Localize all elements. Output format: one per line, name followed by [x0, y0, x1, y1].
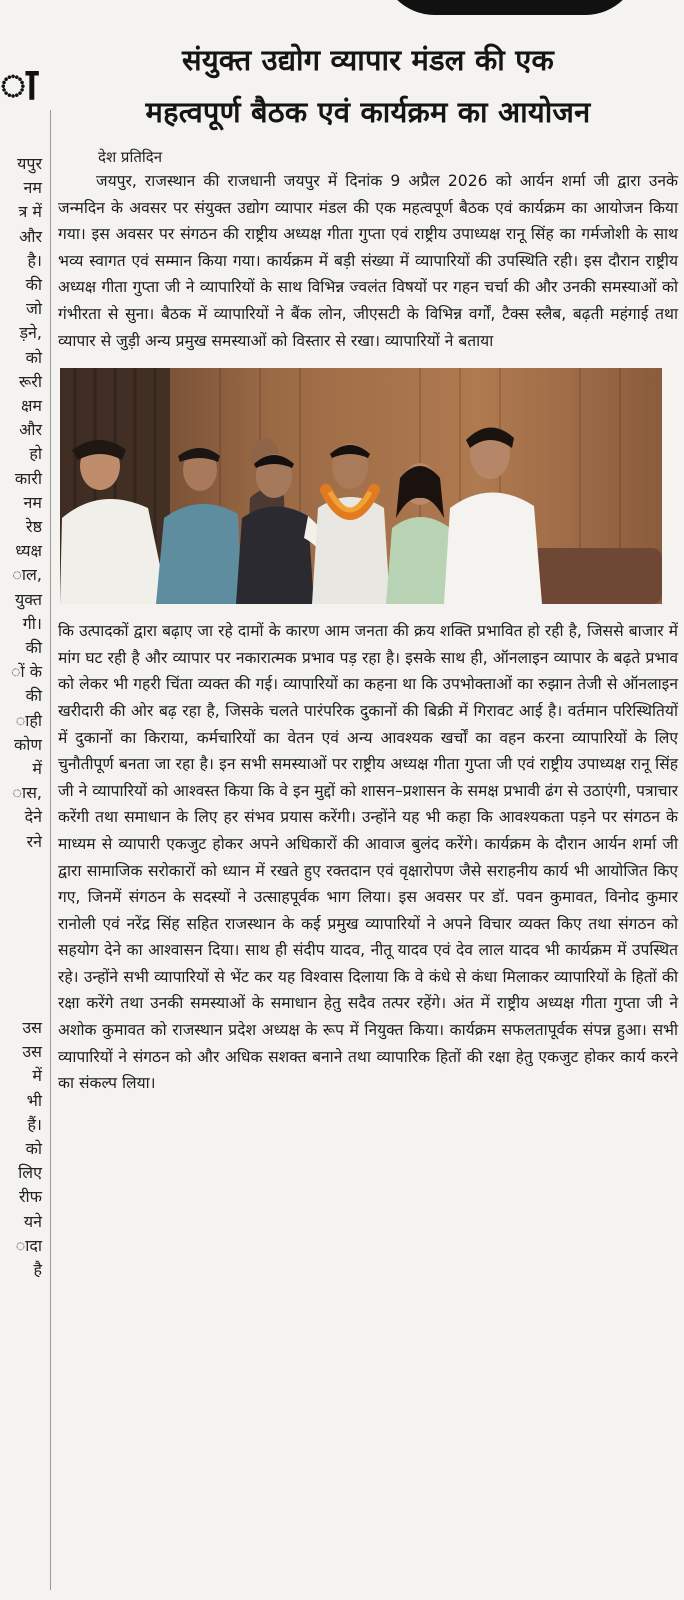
adjacent-text-fragment: रने: [26, 831, 42, 851]
adjacent-text-fragment: उस: [22, 1018, 42, 1037]
adjacent-text-fragment: हो: [29, 444, 42, 464]
adjacent-column-fragment: [0, 60, 48, 1600]
adjacent-text-fragment: की: [25, 638, 42, 657]
news-article: [58, 0, 678, 1097]
adjacent-text-fragment: ादा: [15, 1235, 42, 1255]
adjacent-text-fragment: है: [33, 1260, 42, 1279]
adjacent-text-fragment: यने: [23, 1211, 42, 1231]
adjacent-text-fragment: क्षम: [20, 396, 42, 415]
adjacent-text-fragment: यपुर: [17, 154, 42, 173]
adjacent-text-fragment: रेष्ठ: [26, 517, 42, 536]
article-paragraph-1: जयपुर, राजस्थान की राजधानी जयपुर में दिनांक 9 अप्रैल 2026 को आर्यन शर्मा जी द्वारा उनके जन्मदिन के अवसर पर संयुक्त उद्योग व्यापार मंडल की एक महत्वपूर्ण बैठक एवं कार्यक्रम का आयोजन किया गया। इस अवसर पर संगठन की राष्ट्रीय अध्यक्ष गीता गुप्ता एवं राष्ट्रीय उपाध्यक्ष रानू सिंह का गर्मजोशी के साथ भव्य स्वागत एवं सम्मान किया गया। कार्यक्रम में बड़ी संख्या में व्यापारियों की उपस्थिति रही। इस दौरान राष्ट्रीय अध्यक्ष गीता गुप्ता जी ने व्यापारियों के साथ विभिन्न ज्वलंत विषयों पर गहन चर्चा की और उनकी समस्याओं को गंभीरता से सुना। बैठक में व्यापारियों ने बैंक लोन, जीएसटी के विभिन्न वर्गों, टैक्स स्लैब, बढ़ती महंगाई तथा व्यापार से जुड़ी अन्य प्रमुख समस्याओं को विस्तार से रखा। व्यापारियों ने बताया: [58, 172, 678, 350]
adjacent-text-fragment: ास,: [12, 783, 42, 803]
adjacent-text-fragment: कोण: [13, 734, 42, 754]
adjacent-text-fragment: उस: [22, 1042, 42, 1062]
adjacent-text-fragment: ाही: [15, 710, 42, 730]
column-divider: [50, 110, 51, 1590]
adjacent-text-fragment: कारी: [14, 468, 42, 488]
event-photo: [60, 368, 662, 604]
adjacent-text-fragment: ों के: [10, 662, 42, 682]
adjacent-text-fragment: को: [25, 1139, 42, 1158]
adjacent-text-fragment: भी: [26, 1090, 42, 1110]
adjacent-text-fragment: जो: [25, 299, 42, 319]
adjacent-text-fragment: देने: [24, 807, 42, 827]
adjacent-text-fragment: में: [32, 759, 42, 778]
adjacent-text-fragment: ाल,: [12, 565, 42, 585]
headline-line-2: महत्वपूर्ण बैठक एवं कार्यक्रम का आयोजन: [145, 95, 591, 129]
headline-line-1: संयुक्त उद्योग व्यापार मंडल की एक: [182, 43, 554, 77]
article-headline: [58, 0, 678, 138]
adjacent-text-fragment: गी।: [22, 613, 42, 633]
event-photo-illustration: [60, 368, 662, 604]
adjacent-text-fragment: त्र में: [18, 202, 42, 222]
adjacent-text-fragment: की: [25, 686, 42, 706]
adjacent-text-fragment: लिए: [18, 1163, 42, 1183]
adjacent-text-fragment: नम: [23, 492, 42, 512]
article-byline: देश प्रतिदिन: [98, 148, 163, 166]
adjacent-text-fragment: है।: [27, 250, 42, 270]
article-paragraph-2: कि उत्पादकों द्वारा बढ़ाए जा रहे दामों के कारण आम जनता की क्रय शक्ति प्रभावित हो रही है, जिससे बाजार में मांग घट रही है और व्यापार पर नकारात्मक प्रभाव पड़ रहा है। इसके साथ ही, ऑनलाइन व्यापार के बढ़ते प्रभाव को लेकर भी गहरी चिंता व्यक्त की गई। व्यापारियों का कहना था कि उपभोक्ताओं का रुझान तेजी से ऑनलाइन खरीदारी की ओर बढ़ रहा है, जिसके चलते पारंपरिक दुकानों की बिक्री में गिरावट आई है। वर्तमान परिस्थितियों में दुकानों का किराया, कर्मचारियों का वेतन एवं अन्य आवश्यक खर्चों का वहन करना व्यापारियों के लिए चुनौतीपूर्ण बनता जा रहा है। इन सभी समस्याओं पर राष्ट्रीय अध्यक्ष गीता गुप्ता जी एवं राष्ट्रीय उपाध्यक्ष रानू सिंह जी ने व्यापारियों को आश्वस्त किया कि वे इन मुद्दों को शासन–प्रशासन के समक्ष प्रभावी ढंग से उठाएंगी, पत्राचार करेंगी तथा समाधान के लिए हर संभव प्रयास करेंगी। उन्होंने यह भी कहा कि आवश्यकता पड़ने पर संगठन के माध्यम से व्यापारी एकजुट होकर अपने अधिकारों की आवाज बुलंद करेंगे। कार्यक्रम के दौरान आर्यन शर्मा जी द्वारा सामाजिक सरोकारों को ध्यान में रखते हुए रक्तदान एवं वृक्षारोपण जैसे सराहनीय कार्य भी आयोजित किए गए, जिनमें संगठन के सदस्यों ने उत्साहपूर्वक भाग लिया। इस अवसर पर डॉ. पवन कुमावत, विनोद कुमार रानोली एवं नरेंद्र सिंह सहित राजस्थान के कई प्रमुख व्यापारियों ने अपने विचार व्यक्त किए तथा संगठन को सहयोग देने का आश्वासन दिया। साथ ही संदीप यादव, नीतू यादव एवं देव लाल यादव भी कार्यक्रम में उपस्थित रहे। उन्होंने सभी व्यापारियों से भेंट कर यह विश्वास दिलाया कि वे कंधे से कंधा मिलाकर व्यापारियों के हितों की रक्षा करेंगे तथा उनकी समस्याओं के समाधान हेतु सदैव तत्पर रहेंगे। अंत में राष्ट्रीय अध्यक्ष गीता गुप्ता जी ने अशोक कुमावत को राजस्थान प्रदेश अध्यक्ष के रूप में नियुक्त किया। कार्यक्रम सफलतापूर्वक संपन्न हुआ। सभी व्यापारियों ने संगठन को और अधिक सशक्त बनाने तथा व्यापारिक हितों की रक्षा हेतु एकजुट होकर कार्य करने का संकल्प लिया।: [58, 622, 678, 1093]
adjacent-text-fragment: ड़ने,: [19, 323, 42, 343]
adjacent-text-fragment: युक्त: [15, 589, 42, 609]
adjacent-text-fragment: ध्यक्ष: [15, 541, 42, 561]
adjacent-text-fragment: में: [32, 1066, 42, 1086]
adjacent-text-fragment: रीफ: [18, 1187, 42, 1207]
adjacent-text-fragment: की: [25, 275, 42, 294]
adjacent-text-fragment: रूरी: [18, 371, 42, 391]
adjacent-text-fragment: हैं।: [27, 1114, 42, 1134]
adjacent-headline-fragment: ा: [0, 60, 38, 110]
adjacent-text-fragment: और: [19, 226, 42, 246]
adjacent-text-fragment: नम: [23, 178, 42, 198]
adjacent-text-fragment: और: [19, 420, 42, 440]
adjacent-text-fragment: को: [25, 347, 42, 367]
